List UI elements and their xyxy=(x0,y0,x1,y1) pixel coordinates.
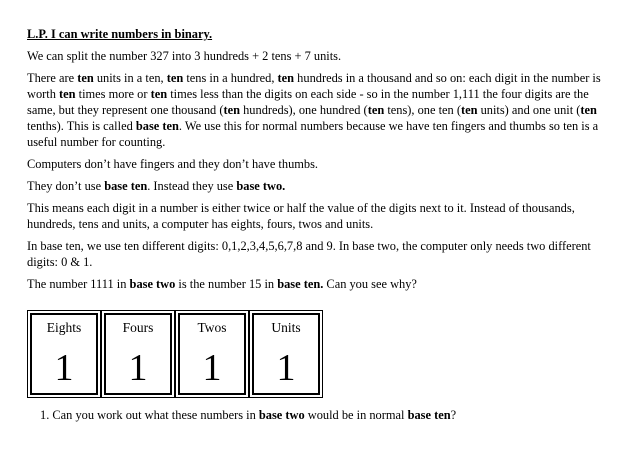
place-value-card-twos xyxy=(178,313,246,395)
paragraph xyxy=(27,178,617,194)
text-run: 1. Can you work out what these numbers in xyxy=(40,408,259,422)
paragraph xyxy=(27,48,617,64)
text-run: The number 1111 in xyxy=(27,277,130,291)
bold-term: base two xyxy=(129,277,176,291)
text-run: Can you see why? xyxy=(323,277,417,291)
card-digit: 1 xyxy=(202,347,222,389)
text-run: hundreds in a thousand and so on: each digit in the number is worth xyxy=(27,71,601,101)
place-value-card-fours xyxy=(104,313,172,395)
bold-term: ten xyxy=(277,71,295,85)
card-digit: 1 xyxy=(128,347,148,389)
text-run: Computers don’t have fingers and they don’t have thumbs. xyxy=(27,157,319,171)
text-run: tens), one ten ( xyxy=(384,103,461,117)
text-run: In base ten, we use ten different digits: 0,1,2,3,4,5,6,7,8 and 9. In base two, the computer only needs two different digits: 0 & 1. xyxy=(27,239,591,269)
text-run: times more or xyxy=(75,87,151,101)
paragraph xyxy=(27,70,617,150)
bold-term: base ten xyxy=(135,119,179,133)
document-body xyxy=(27,26,617,298)
place-value-card-units xyxy=(252,313,320,395)
text-run: tenths). This is called xyxy=(27,119,136,133)
bold-term: ten xyxy=(77,71,94,85)
place-value-cards xyxy=(27,313,327,398)
text-run: units in a ten, xyxy=(93,71,167,85)
text-run: We can split the number 327 into 3 hundreds + 2 tens + 7 units. xyxy=(27,49,342,63)
card-label: Twos xyxy=(197,320,227,335)
lesson-title: L.P. I can write numbers in binary. xyxy=(27,27,213,41)
text-run: hundreds), one hundred ( xyxy=(240,103,368,117)
card-label: Units xyxy=(271,320,301,335)
text-run: This means each digit in a number is either twice or half the value of the digits next to it. Instead of thousands, hundreds, tens and units, a computer has eights, fours, twos and units. xyxy=(27,201,575,231)
place-value-card-eights xyxy=(30,313,98,395)
text-run: There are xyxy=(27,71,78,85)
text-run: would be in normal xyxy=(304,408,408,422)
text-run: units) and one unit ( xyxy=(477,103,581,117)
bold-term: ten xyxy=(166,71,184,85)
paragraph xyxy=(27,200,617,232)
text-run: times less than the digits on each side - so in the number 1,111 the four digits are the same, but they represent one thousand ( xyxy=(27,87,589,117)
text-run: They don’t use xyxy=(27,179,105,193)
text-run: ? xyxy=(450,408,457,422)
bold-term: ten xyxy=(59,87,76,101)
bold-term: ten xyxy=(223,103,241,117)
bold-term: base ten xyxy=(407,408,451,422)
bold-term: base ten xyxy=(104,179,148,193)
card-digit: 1 xyxy=(54,347,74,389)
text-run: tens in a hundred, xyxy=(183,71,278,85)
bold-term: base two xyxy=(258,408,305,422)
text-run: . Instead they use xyxy=(147,179,237,193)
paragraph xyxy=(27,156,617,172)
text-run: is the number 15 in xyxy=(175,277,278,291)
bold-term: base ten. xyxy=(277,277,324,291)
card-label: Fours xyxy=(122,320,154,335)
card-label: Eights xyxy=(46,320,82,335)
bold-term: ten xyxy=(150,87,168,101)
bold-term: base two. xyxy=(236,179,286,193)
question-1 xyxy=(40,407,456,423)
bold-term: ten xyxy=(460,103,478,117)
paragraphs xyxy=(27,48,617,292)
paragraph xyxy=(27,238,617,270)
paragraph xyxy=(27,276,617,292)
card-digit: 1 xyxy=(276,347,296,389)
bold-term: ten xyxy=(580,103,597,117)
bold-term: ten xyxy=(367,103,385,117)
text-run: . We use this for normal numbers because we have ten fingers and thumbs so ten is a useful number for counting. xyxy=(27,119,599,149)
